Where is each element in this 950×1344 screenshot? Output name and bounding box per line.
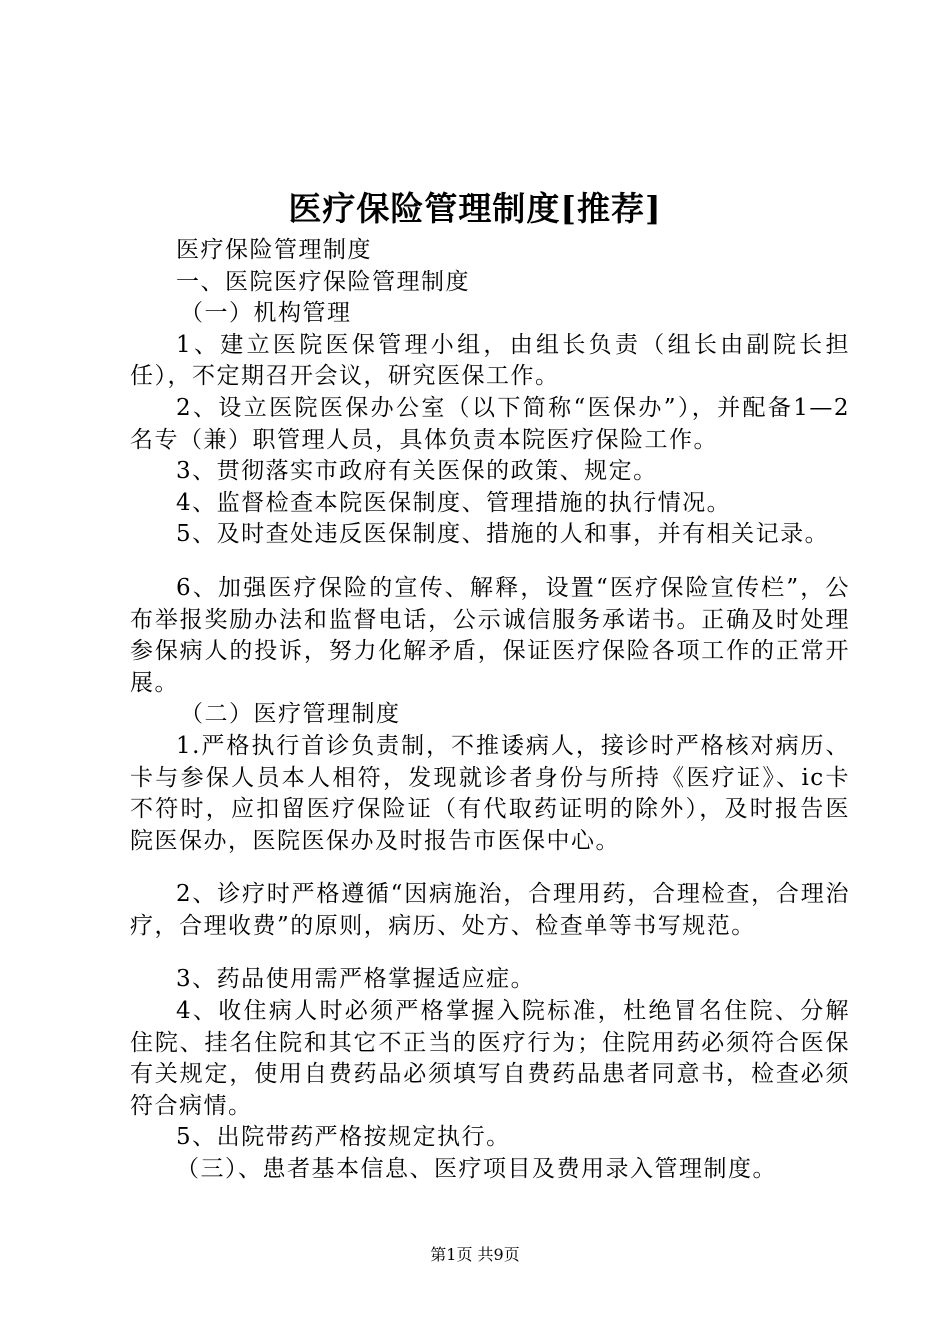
paragraph-heading: 医疗保险管理制度 bbox=[176, 237, 372, 263]
paragraph-item: 1.严格执行首诊负责制，不推诿病人，接诊时严格核对病历、卡与参保人员本人相符，发现就诊者身份与所持《医疗证》、ic卡不符时，应扣留医疗保险证（有代取药证明的除外），及时报告医院医保办，医院医保办及时报告市医保中心。 bbox=[130, 732, 850, 854]
paragraph-item: 3、贯彻落实市政府有关医保的政策、规定。 bbox=[176, 458, 658, 485]
paragraph-item: 2、诊疗时严格遵循“因病施治，合理用药，合理检查，合理治疗，合理收费”的原则，病历、处方、检查单等书写规范。 bbox=[130, 881, 850, 939]
paragraph-item: 1、建立医院医保管理小组，由组长负责（组长由副院长担任），不定期召开会议，研究医保工作。 bbox=[130, 331, 850, 390]
paragraph-item: 5、及时查处违反医保制度、措施的人和事，并有相关记录。 bbox=[176, 521, 830, 548]
paragraph-item: 4、收住病人时必须严格掌握入院标准，杜绝冒名住院、分解住院、挂名住院和其它不正当的医疗行为；住院用药必须符合医保有关规定，使用自费药品必须填写自费药品患者同意书，检查必须符合病情。 bbox=[130, 998, 850, 1119]
paragraph-item: 2、设立医院医保办公室（以下简称“医保办”），并配备1—2名专（兼）职管理人员，具体负责本院医疗保险工作。 bbox=[130, 394, 850, 453]
paragraph-item: 4、监督检查本院医保制度、管理措施的执行情况。 bbox=[176, 489, 732, 516]
paragraph-item: 6、加强医疗保险的宣传、解释，设置“医疗保险宣传栏”，公布举报奖励办法和监督电话，公示诚信服务承诺书。正确及时处理参保病人的投诉，努力化解矛盾，保证医疗保险各项工作的正常开展。 bbox=[130, 574, 850, 696]
paragraph-item: 5、出院带药严格按规定执行。 bbox=[176, 1124, 511, 1151]
paragraph-section-1: 一、医院医疗保险管理制度 bbox=[176, 268, 470, 295]
paragraph-subsection-3: （三）、患者基本信息、医疗项目及费用录入管理制度。 bbox=[176, 1156, 777, 1183]
paragraph-gap bbox=[130, 551, 850, 573]
paragraph-gap bbox=[130, 942, 850, 964]
paragraph-subsection-2: （二）医疗管理制度 bbox=[180, 701, 401, 728]
page-number-footer: 第1页 共9页 bbox=[430, 1245, 520, 1264]
document-title: 医疗保险管理制度[推荐] bbox=[288, 189, 662, 228]
paragraph-subsection-1: （一）机构管理 bbox=[180, 300, 352, 327]
paragraph-item: 3、药品使用需严格掌握适应症。 bbox=[176, 966, 536, 993]
document-body bbox=[130, 235, 850, 1186]
paragraph-gap bbox=[130, 857, 850, 879]
